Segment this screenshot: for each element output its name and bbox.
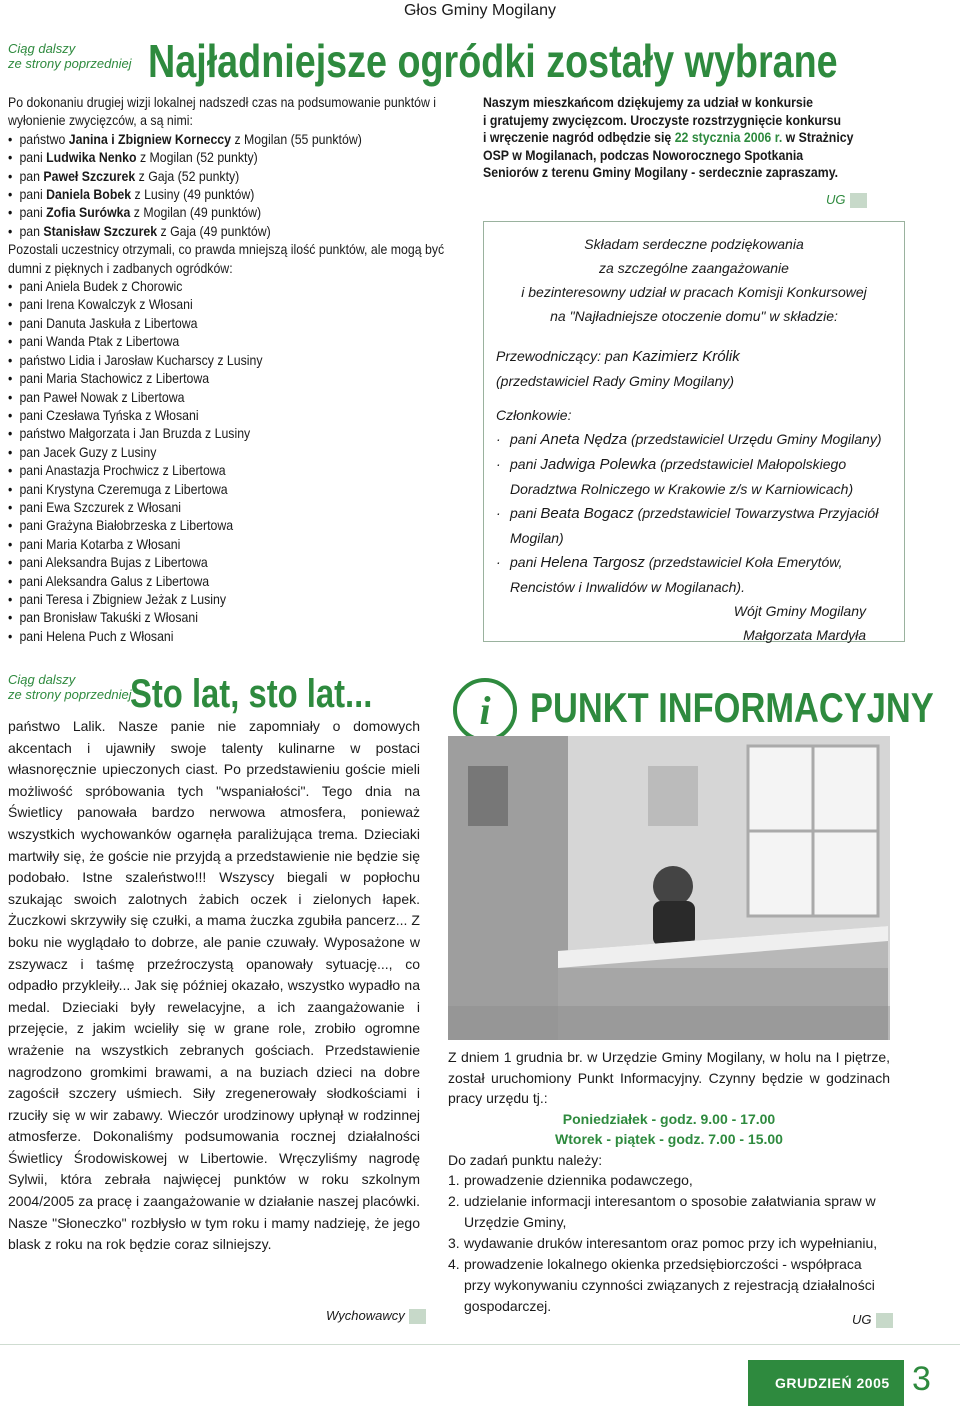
task-number: 4. [448,1256,460,1272]
participant-item: • pani Irena Kowalczyk z Włosani [8,295,478,313]
office-photo [448,736,890,1040]
others-intro: Pozostali uczestnicy otrzymali, co prawda mniejszą ilość punktów, ale mogą być dumni z pięknych i zadbanych ogródków: [8,241,445,276]
participant-item: • pani Helena Puch z Włosani [8,627,478,645]
participant-item: • pani Ewa Szczurek z Włosani [8,498,478,516]
winner-item: • pani Ludwika Nenko z Mogilan (52 punkty) [8,148,478,166]
signature-3: UG [852,1312,893,1328]
participant-item: • pan Jacek Guzy z Lusiny [8,443,478,461]
task-item: 3. wydawanie druków interesantom oraz pomoc przy ich wypełnianiu, [448,1233,890,1254]
winners-list [8,130,478,240]
participant-item: • pani Teresa i Zbigniew Jeżak z Lusiny [8,590,478,608]
signature: UG [826,192,867,208]
winner-item: • pani Zofia Surówka z Mogilan (49 punktów) [8,203,478,221]
member-item: · pani Helena Targosz (przedstawiciel Koła Emerytów, Rencistów i Inwalidów w Mogilanach). [496,550,892,599]
member-item: · pani Jadwiga Polewka (przedstawiciel Małopolskiego Doradztwa Rolniczego w Krakowie z/s w Karniowicach) [496,452,892,501]
hours-1: Poniedziałek - godz. 9.00 - 17.00 [562,1110,776,1127]
newspaper-header: Głos Gminy Mogilany [403,2,557,19]
article2-title: Sto lat, sto lat... [130,672,373,716]
winner-item: • państwo Janina i Zbigniew Korneccy z Mogilan (55 punktów) [8,130,478,148]
member-item: · pani Beata Bogacz (przedstawiciel Towarzystwa Przyjaciół Mogilan) [496,501,892,550]
svg-text:i: i [479,688,491,733]
participant-item: • pani Anastazja Prochwicz z Libertowa [8,461,478,479]
article3-title: PUNKT INFORMACYJNY [530,684,934,731]
participant-item: • pan Paweł Nowak z Libertowa [8,388,478,406]
participant-item: • pani Czesława Tyńska z Włosani [8,406,478,424]
winner-item: • pan Paweł Szczurek z Gaja (52 punkty) [8,167,478,185]
hours-2: Wtorek - piątek - godz. 7.00 - 15.00 [555,1131,783,1147]
article3-body: Z dniem 1 grudnia br. w Urzędzie Gminy Mogilany, w holu na I piętrze, został uruchomiony Punkt Informacyjny. Czynny będzie w godzinach pracy urzędu tj.: Poniedziałek - godz. 9.00 - 17.00 Wtorek - piątek - godz. 7.00 - 15.00 Do zadań punktu należy: 1. prowadzenie dziennika podawczego, 2. udzielanie informacji interesantom o sposobie załatwiania spraw w Urzędzie Gminy, 3. wydawanie druków interesantom oraz pomoc przy ich wypełnianiu, 4. prowadzenie lokalnego okienka przedsiębiorczości - współpraca przy wykonywaniu czynności związanych z rejestracją działalności gospodarczej. [448,1047,890,1317]
thanks-note: Naszym mieszkańcom dziękujemy za udział w konkursie i gratujemy zwycięzcom. Uroczyste rozstrzygnięcie konkursu i wręczenie nagród odbędzie się 22 stycznia 2006 r. w Strażnicy OSP w Mogilanach, podczas Noworocznego Spotkania Seniorów z terenu Gminy Mogilany - serdecznie zapraszamy. [483,94,854,181]
participants-list [8,277,478,645]
info-icon [452,677,518,743]
task-item: 2. udzielanie informacji interesantom o sposobie załatwiania spraw w Urzędzie Gminy, [448,1191,890,1233]
chair: Przewodniczący: pan Kazimierz Królik [496,348,740,365]
page-number: 3 [912,1360,931,1398]
participant-item: • pani Aniela Budek z Chorowic [8,277,478,295]
members-list [496,427,892,599]
participant-item: • pani Maria Stachowicz z Libertowa [8,369,478,387]
participant-item: • pani Maria Kotarba z Włosani [8,535,478,553]
article2-body: państwo Lalik. Nasze panie nie zapomniały o domowych akcentach i ujawniły swoje talenty kulinarne w postaci własnoręcznie upieczonych ciast. Po przedstawieniu goście mieli możliwość spróbowania tych "wspaniałości". Tego dnia na Świetlicy panowała bardzo nerwowa atmosfera, ponieważ wszystkich wychowanków ogarnęła paraliżująca trema. Dzieciaki martwiły się, że goście nie przyjdą a przedstawienie nie będzie się podobało. Istne szaleństwo!!! Wszyscy biegali w popłochu szukając swoich zalotnych żabich oczek i zielonych łapek. Żuczkowi skrzywiły się czułki, a mama żuczka zgubiła pancerz... Z boku nie wyglądało to dobrze, ale panie czuwały. Wyposażone w zszywacz i taśmę przeźroczystą opanowały sytuację..., co odpadło przykleiły... Jak się później okazało, wszystko wypadło na medal. Dzieciaki były rewelacyjne, a ich zaangażowanie i przejęcie, z jakim wcieliły się w grane role, zrobiło ogromne wrażenie na wszystkich zebranych gościach. Przedstawienie nagrodzono gromkimi brawami, a na buziach dzieci na dobre zagościł szczery uśmiech. Siły zregenerowały słodkościami i rzuciły się w wir zabawy. Wieczór urodzinowy upłynął w rodzinnej atmosferze. Dokonaliśmy podsumowania rocznej działalności Świetlicy Środowiskowej w Libertowie. Wręczyliśmy nagrodę Sylwii, która zebrała najwięcej punktów w roku szkolnym 2004/2005 za pracę i zaangażowanie w działanie naszej placówki. Nasze "Słoneczko" rozbłysło w tym roku i mamy nadzieję, że jego blask z roku na rok będzie coraz silniejszy. [8,718,420,1253]
task-item: 1. prowadzenie dziennika podawczego, [448,1170,890,1191]
task-number: 2. [448,1193,460,1209]
continued-note: Ciąg dalszy ze strony poprzedniej [8,41,132,71]
participant-item: • pan Bronisław Takuśki z Włosani [8,608,478,626]
committee-box: Składam serdeczne podziękowania za szczególne zaangażowanie i bezinteresowny udział w pracach Komisji Konkursowej na "Najładniejsze otoczenie domu" w składzie: Przewodniczący: pan Kazimierz Królik (przedstawiciel Rady Gminy Mogilany) Członkowie: · pani Aneta Nędza (przedstawiciel Urzędu Gminy Mogilany) · pani Jadwiga Polewka (przedstawiciel Małopolskiego Doradztwa Rolniczego w Krakowie z/s w Karniowicach) · pani Beata Bogacz (przedstawiciel Towarzystwa Przyjaciół Mogilan) · pani Helena Targosz (przedstawiciel Koła Emerytów, Rencistów i Inwalidów w Mogilanach). Wójt Gminy Mogilany Małgorzata Mardyła [483,221,905,642]
participant-item: • państwo Małgorzata i Jan Bruzda z Lusiny [8,424,478,442]
participant-item: • państwo Lidia i Jarosław Kucharscy z Lusiny [8,351,478,369]
winner-item: • pani Daniela Bobek z Lusiny (49 punktów) [8,185,478,203]
winner-item: • pan Stanisław Szczurek z Gaja (49 punktów) [8,222,478,240]
footer-divider [0,1344,960,1345]
task-item: 4. prowadzenie lokalnego okienka przedsiębiorczości - współpraca przy wykonywaniu czynności związanych z rejestracją działalności gospodarczej. [448,1254,890,1317]
end-square [409,1309,426,1324]
task-number: 1. [448,1172,460,1188]
participant-item: • pani Aleksandra Galus z Libertowa [8,572,478,590]
end-square [850,193,867,208]
article-title: Najładniejsze ogródki zostały wybrane [148,35,838,87]
task-number: 3. [448,1235,460,1251]
signature-2: Wychowawcy [326,1308,426,1324]
article-intro: Po dokonaniu drugiej wizji lokalnej nadszedł czas na podsumowanie punktów i wyłonienie zwycięzców, a są nimi: [8,94,437,129]
issue-date: GRUDZIEŃ 2005 [775,1375,890,1391]
participant-item: • pani Krystyna Czeremuga z Libertowa [8,480,478,498]
tasks-list [448,1170,890,1317]
box-title: Składam serdeczne podziękowania za szczególne zaangażowanie i bezinteresowny udział w pracach Komisji Konkursowej na "Najładniejsze otoczenie domu" w składzie: [521,236,867,324]
article-left-column [8,93,478,645]
participant-item: • pani Aleksandra Bujas z Libertowa [8,553,478,571]
continued-note-2: Ciąg dalszy ze strony poprzedniej [8,672,132,702]
box-sign-1: Wójt Gminy Mogilany [733,603,866,619]
box-sign-2: Małgorzata Mardyła [743,627,866,643]
participant-item: • pani Danuta Jaskuła z Libertowa [8,314,478,332]
participant-item: • pani Grażyna Białobrzeska z Libertowa [8,516,478,534]
participant-item: • pani Wanda Ptak z Libertowa [8,332,478,350]
end-square [876,1313,893,1328]
member-item: · pani Aneta Nędza (przedstawiciel Urzędu Gminy Mogilany) [496,427,892,452]
